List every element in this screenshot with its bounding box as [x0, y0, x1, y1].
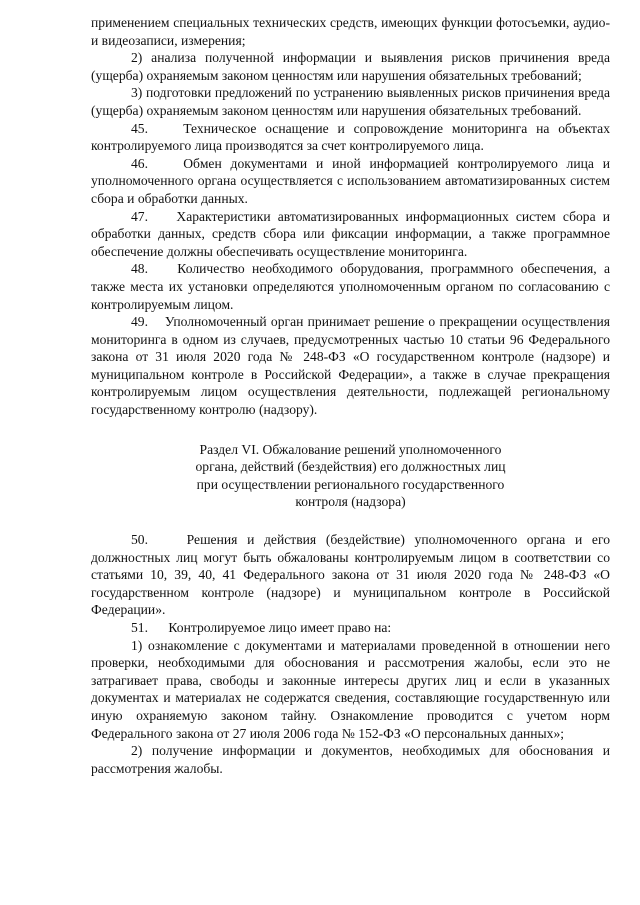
section-heading-line: при осуществлении регионального государственного	[196, 476, 505, 492]
paragraph-51-item-2: 2) получение информации и документов, необходимых для обоснования и рассмотрения жалобы.	[91, 743, 610, 776]
paragraph-item-2: 2) анализа полученной информации и выявления рисков причинения вреда (ущерба) охраняемым законом ценностям или нарушения обязательных требований;	[91, 50, 610, 83]
section-heading-line: Раздел VI. Обжалование решений уполномоченного	[199, 441, 502, 457]
paragraph-50: 50. Решения и действия (бездействие) уполномоченного органа и его должностных лиц могут быть обжалованы контролируемым лицом в соответствии со статьями 10, 39, 40, 41 Федерального закона от 31 июля 2020 года № 248-ФЗ «О государственном контроле (надзоре) и муниципальном контроле в Российской Федерации».	[91, 532, 610, 618]
paragraph-46: 46. Обмен документами и иной информацией контролируемого лица и уполномоченного органа осуществляется с использованием автоматизированных систем сбора и обработки данных.	[91, 155, 610, 206]
document-body	[91, 14, 610, 777]
paragraph-48: 48. Количество необходимого оборудования, программного обеспечения, а также места их установки определяются уполномоченным органом по согласованию с контролируемым лицом.	[91, 261, 610, 312]
section-heading-line: контроля (надзора)	[295, 494, 406, 510]
section-heading	[91, 441, 610, 511]
paragraph-continuation: применением специальных технических средств, имеющих функции фотосъемки, аудио- и видеозаписи, измерения;	[91, 15, 610, 48]
section-heading-line: органа, действий (бездействия) его должностных лиц	[195, 459, 506, 475]
paragraph-51-item-1: 1) ознакомление с документами и материалами проведенной в отношении него проверки, необходимыми для обоснования и рассмотрения жалобы, если это не затрагивает права, свободы и законные интересы других лиц и если в указанных документах и материалах не содержатся сведения, составляющие государственную или иную охраняемую законом тайну. Ознакомление проводится с учетом норм Федерального закона от 27 июля 2006 года № 152-ФЗ «О персональных данных»;	[91, 637, 610, 741]
paragraph-49: 49. Уполномоченный орган принимает решение о прекращении осуществления мониторинга в одном из случаев, предусмотренных частью 10 статьи 96 Федерального закона от 31 июля 2020 года № 248-ФЗ «О государственном контроле (надзоре) и муниципальном контроле в Российской Федерации», а также в случае прекращения контролируемым лицом осуществления деятельности, подлежащей региональному государственному контролю (надзору).	[91, 314, 610, 418]
paragraph-51: 51. Контролируемое лицо имеет право на:	[131, 620, 392, 635]
paragraph-item-3: 3) подготовки предложений по устранению выявленных рисков причинения вреда (ущерба) охраняемым законом ценностям или нарушения обязательных требований.	[91, 85, 610, 118]
paragraph-45: 45. Техническое оснащение и сопровождение мониторинга на объектах контролируемого лица производятся за счет контролируемого лица.	[91, 120, 610, 154]
paragraph-47: 47. Характеристики автоматизированных информационных систем сбора и обработки данных, средств сбора или фиксации информации, а также программное обеспечение должны обеспечивать осуществление мониторинга.	[91, 208, 610, 259]
